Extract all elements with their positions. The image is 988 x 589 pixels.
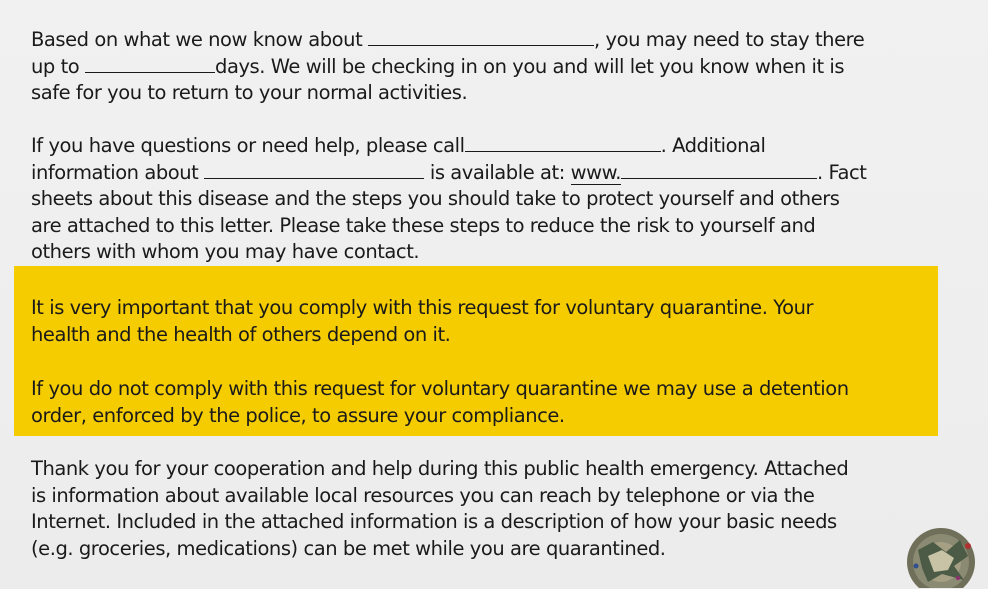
text-line: It is very important that you comply with this request for voluntary quarantine. Your xyxy=(31,296,814,319)
paragraph-stay-duration xyxy=(31,27,911,107)
text-fragment: . Fact xyxy=(817,160,867,184)
text-line: Thank you for your cooperation and help during this public health emergency. Attached xyxy=(31,457,849,480)
paragraph-thank-you xyxy=(31,456,911,562)
text-line xyxy=(31,133,911,160)
paragraph-detention-warning xyxy=(31,376,911,429)
text-line: others with whom you may have contact. xyxy=(31,240,420,263)
text-line xyxy=(31,160,911,187)
text-line: order, enforced by the police, to assure your compliance. xyxy=(31,403,565,427)
website-blank xyxy=(621,160,817,179)
text-fragment: If you have questions or need help, please call xyxy=(31,134,465,157)
text-line: are attached to this letter. Please take these steps to reduce the risk to yourself and xyxy=(31,213,816,237)
text-line: (e.g. groceries, medications) can be met while you are quarantined. xyxy=(31,536,666,560)
text-line: safe for you to return to your normal activities. xyxy=(31,81,468,104)
phone-blank xyxy=(465,133,661,152)
text-line: Internet. Included in the attached information is a description of how your basic needs xyxy=(31,510,837,533)
text-fragment: , you may need to stay there xyxy=(594,28,865,51)
website-url: www. xyxy=(570,160,622,184)
text-fragment: up to xyxy=(31,54,80,78)
paragraph-contact xyxy=(31,133,911,266)
seal-logo-icon xyxy=(898,522,984,588)
text-fragment: Based on what we now know about xyxy=(31,28,363,51)
text-fragment: days. We will be checking in on you and will let you know when it is xyxy=(215,54,845,78)
text-line xyxy=(31,27,911,54)
topic-blank xyxy=(204,160,424,179)
text-line: is information about available local resources you can reach by telephone or via the xyxy=(31,483,815,507)
days-blank xyxy=(85,54,215,73)
text-fragment: information about xyxy=(31,160,199,184)
text-line: sheets about this disease and the steps you should take to protect yourself and others xyxy=(31,187,840,210)
disease-blank xyxy=(368,27,594,46)
text-line: health and the health of others depend on it. xyxy=(31,322,451,346)
text-line: If you do not comply with this request for voluntary quarantine we may use a detention xyxy=(31,377,849,400)
text-fragment: . Additional xyxy=(660,134,766,157)
text-line xyxy=(31,54,911,81)
paragraph-compliance-request xyxy=(31,295,911,348)
text-fragment: is available at: xyxy=(429,160,565,184)
